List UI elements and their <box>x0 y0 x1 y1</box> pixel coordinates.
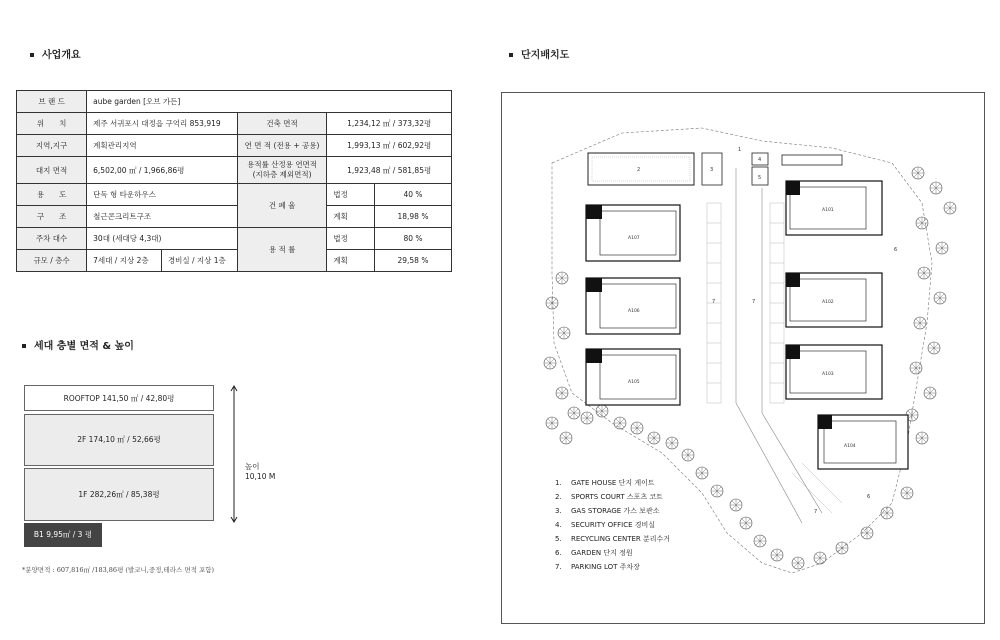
building-area-value: 1,234,12 ㎡ / 373,32평 <box>327 113 452 135</box>
legend-item: 3. GAS STORAGE 가스 보관소 <box>555 507 660 515</box>
far-legal-value: 80 % <box>374 228 451 250</box>
height-value: 10,10 M <box>245 472 276 481</box>
far-plan-label: 계획 <box>327 250 375 272</box>
zone-value: 계획관리지역 <box>87 135 238 157</box>
total-floor-area-header: 연 면 적 (전용 + 공용) <box>237 135 327 157</box>
marker-1: 1 <box>738 147 742 153</box>
site-plan-title: 단지배치도 <box>509 46 569 61</box>
brand-header: 브 랜 드 <box>17 91 87 113</box>
marker-5: 5 <box>758 175 762 181</box>
use-header: 용 도 <box>17 184 87 206</box>
unit-a101-label: A101 <box>822 208 834 213</box>
legend-item: 4. SECURITY OFFICE 경비실 <box>555 521 656 529</box>
marker-7c: 7 <box>814 509 818 515</box>
floor-1f-label: 1F 282,26㎡ / 85,38평 <box>78 490 160 499</box>
floor-2f-label: 2F 174,10 ㎡ / 52,66평 <box>77 435 161 444</box>
unit-a102-label: A102 <box>822 300 834 305</box>
far-plan-value: 29,58 % <box>374 250 451 272</box>
coverage-plan-value: 18,98 % <box>374 206 451 228</box>
total-floor-area-value: 1,993,13 ㎡ / 602,92평 <box>327 135 452 157</box>
height-arrow <box>228 383 240 525</box>
unit-a104-label: A104 <box>844 444 856 449</box>
marker-6a: 6 <box>894 247 898 253</box>
far-header: 용 적 률 <box>237 228 327 272</box>
marker-3: 3 <box>710 167 714 173</box>
far-legal-label: 법정 <box>327 228 375 250</box>
zone-header: 지역,지구 <box>17 135 87 157</box>
far-floor-area-header: 용적률 산정용 연면적 (지하층 제외면적) <box>237 157 327 184</box>
legend-item: 2. SPORTS COURT 스포츠 코트 <box>555 493 663 501</box>
legend-item: 5. RECYCLING CENTER 분리수거 <box>555 535 671 543</box>
table-row <box>17 250 452 272</box>
coverage-legal-label: 법정 <box>327 184 375 206</box>
marker-6b: 6 <box>867 494 871 500</box>
sale-area-note: *분양면적 : 607,816㎡ /183,86평 (발코니,중정,테라스 면적 포함) <box>22 566 215 574</box>
coverage-header: 건 폐 율 <box>237 184 327 228</box>
scale-value: 7세대 / 지상 2층 <box>87 250 162 272</box>
unit-a103-label: A103 <box>822 372 834 377</box>
marker-7b: 7 <box>752 299 756 305</box>
legend-item: 1. GATE HOUSE 단지 게이트 <box>555 479 655 487</box>
location-header: 위 치 <box>17 113 87 135</box>
table-row <box>17 157 452 184</box>
scale-value-security: 경비실 / 지상 1층 <box>161 250 237 272</box>
legend-item: 7. PARKING LOT 주차장 <box>555 563 640 571</box>
marker-2: 2 <box>637 167 641 173</box>
scale-header: 규모 / 층수 <box>17 250 87 272</box>
marker-7a: 7 <box>712 299 716 305</box>
floors-title: 세대 층별 면적 & 높이 <box>22 337 134 352</box>
structure-value: 철근콘크리트구조 <box>87 206 238 228</box>
overview-title: 사업개요 <box>30 46 81 61</box>
table-row <box>17 135 452 157</box>
floor-1f <box>24 468 214 521</box>
floor-2f <box>24 414 214 466</box>
structure-header: 구 조 <box>17 206 87 228</box>
floor-b1: B1 9,95㎡ / 3 평 <box>24 523 102 547</box>
table-row <box>17 206 452 228</box>
marker-4: 4 <box>758 157 762 163</box>
unit-a106-label: A106 <box>628 309 640 314</box>
parking-header: 주차 대수 <box>17 228 87 250</box>
table-row <box>17 91 452 113</box>
height-label-title: 높이 <box>245 462 260 471</box>
table-row <box>17 228 452 250</box>
height-label <box>245 462 275 482</box>
legend-item: 6. GARDEN 단지 정원 <box>555 549 633 557</box>
table-row <box>17 113 452 135</box>
building-area-header: 건축 면적 <box>237 113 327 135</box>
site-plan-legend <box>555 476 670 574</box>
table-row <box>17 184 452 206</box>
unit-a107-label: A107 <box>628 236 640 241</box>
brand-value: aube garden [오브 가든] <box>87 91 452 113</box>
location-value: 제주 서귀포시 대정읍 구억리 853,919 <box>87 113 238 135</box>
coverage-legal-value: 40 % <box>374 184 451 206</box>
coverage-plan-label: 계획 <box>327 206 375 228</box>
overview-table <box>16 90 452 272</box>
parking-value: 30대 (세대당 4,3대) <box>87 228 238 250</box>
land-area-value: 6,502,00 ㎡ / 1,966,86평 <box>87 157 238 184</box>
unit-a105-label: A105 <box>628 380 640 385</box>
floor-rooftop-label: ROOFTOP 141,50 ㎡ / 42,80평 <box>63 394 175 403</box>
use-value: 단독 형 타운하우스 <box>87 184 238 206</box>
floor-rooftop <box>24 385 214 411</box>
far-floor-area-value: 1,923,48 ㎡ / 581,85평 <box>327 157 452 184</box>
land-area-header: 대지 면적 <box>17 157 87 184</box>
